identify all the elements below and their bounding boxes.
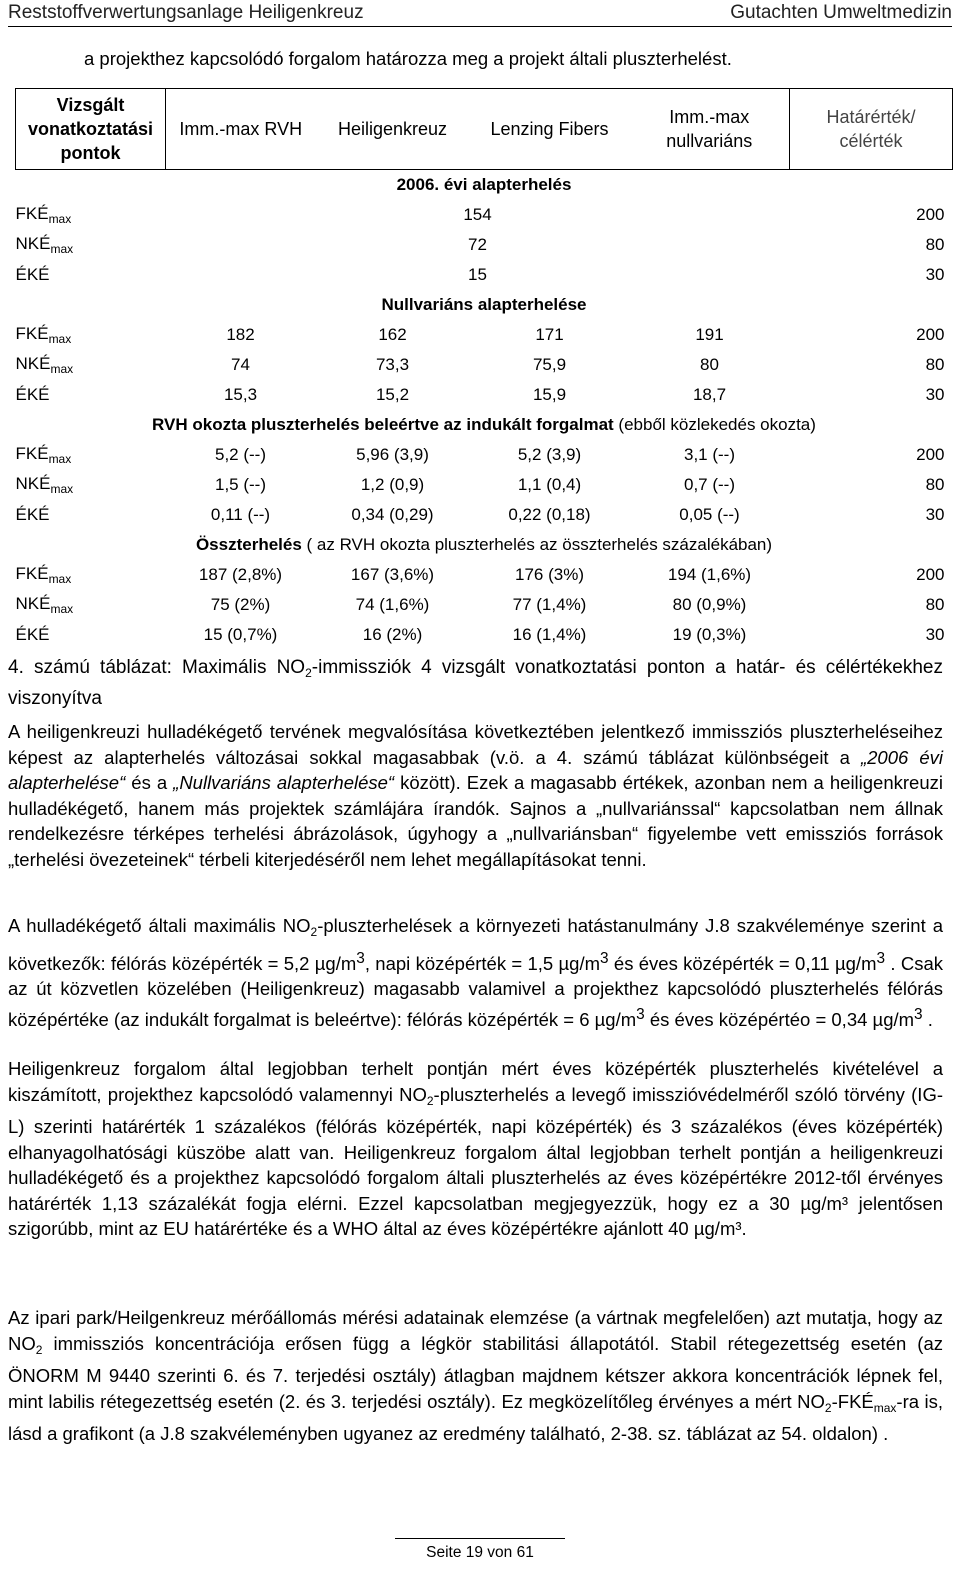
header-left: Reststoffverwertungsanlage Heiligenkreuz [8,2,364,23]
table-row [16,560,953,590]
table-row [16,500,953,530]
cell: 1,1 (0,4) [517,475,582,494]
cell: 5,96 (3,9) [356,445,429,464]
row-label: $NKÉ_{max}$ [15,474,74,496]
table-row [16,350,953,380]
row-label: $NKÉ_{max}$ [15,234,74,256]
cell: 15,2 [375,385,410,404]
row-label: ÉKÉ [15,265,50,284]
row-label: $NKÉ_{max}$ [15,594,74,616]
row-label: $NKÉ_{max}$ [15,354,74,376]
cell: 0,22 (0,18) [508,505,591,524]
paragraph-1: A heiligenkreuzi hulladékégető tervének megvalósítása következtében jelentkező immissziós pluszterheléseihez képest az alapterhelés változásai sokkal magasabbak (v.ö. a 4. számú táblázat különbségeit a „2006 évi alapterhelése“ és a „Nullvariáns alapterhelése“ között). Ezek a magasabb értékek, azonban nem a heiligenkreuzi hulladékégető, hanem más projektek számlájára írandók. Sajnos a „nullvariánssal“ kapcsolatban nem állnak rendelkezésre térképes terhelési ábrázolások, úgyhogy a „nullvariánsban“ figyelembe vett emissziós források „terhelési övezeteinek“ térbeli kiterjedéséről nem lehet megállapításokat tenni. [8,721,943,870]
table-row [16,230,953,260]
header-limit: Határérték/ célérték [790,89,953,170]
cell: 154 [463,205,492,224]
page-number: Seite 19 von 61 [426,1544,534,1561]
limit-cell: 200 [916,205,945,224]
intro-line: a projekthez kapcsolódó forgalom határozza meg a projekt általi pluszterhelést. [84,48,732,69]
cell: 75 (2%) [210,595,271,614]
row-label: $FKÉ_{max}$ [15,204,72,226]
limit-cell: 80 [925,355,945,374]
header-heiligenkreuz: Heiligenkreuz [316,89,470,170]
cell: 171 [535,325,564,344]
row-label: $FKÉ_{max}$ [15,564,72,586]
footer-divider [395,1538,565,1539]
cell: 18,7 [692,385,727,404]
cell: 176 (3%) [515,565,584,584]
section-title: RVH okozta pluszterhelés beleértve az indukált forgalmat (ebből közlekedés okozta) [152,415,816,434]
table-row [16,200,953,230]
cell: 74 [231,355,250,374]
table-header-row [16,89,953,170]
cell: 0,34 (0,29) [351,505,434,524]
row-label: ÉKÉ [15,505,50,524]
cell: 194 (1,6%) [667,565,752,584]
section-title: 2006. évi alapterhelés [396,175,572,194]
cell: 5,2 (--) [215,445,266,464]
table-row [16,320,953,350]
table-row [16,440,953,470]
limit-cell: 200 [916,445,945,464]
header-imm-max-rvh: Imm.-max RVH [166,89,316,170]
cell: 15 (0,7%) [203,625,278,644]
section-row [16,170,953,201]
cell: 0,05 (--) [679,505,740,524]
cell: 75,9 [532,355,567,374]
limit-cell: 30 [925,385,945,404]
header-imm-max-nullvariant: Imm.-max nullvariáns [630,89,790,170]
section-row [16,410,953,440]
limit-cell: 30 [925,505,945,524]
cell: 73,3 [375,355,410,374]
section-title: Nullvariáns alapterhelése [381,295,587,314]
section-title: Összterhelés ( az RVH okozta pluszterhelés az összterhelés százalékában) [195,535,773,554]
table-row [16,470,953,500]
row-label: ÉKÉ [15,385,50,404]
cell: 19 (0,3%) [672,625,747,644]
cell: 0,11 (--) [210,505,271,524]
limit-cell: 30 [925,265,945,284]
cell: 80 (0,9%) [672,595,747,614]
section-row [16,530,953,560]
cell: 1,2 (0,9) [360,475,425,494]
limit-cell: 30 [925,625,945,644]
cell: 74 (1,6%) [355,595,430,614]
cell: 77 (1,4%) [512,595,587,614]
header-right: Gutachten Umweltmedizin [730,2,952,23]
paragraph-2: A hulladékégető általi maximális $NO_2$-pluszterhelések a környezeti hatástanulmány J.8 szakvéleménye szerint a következők: félórás középérték = 5,2 $\mu g/m^3$, napi középérték = 1,5 $\mu g/m^3$ és éves középérték = 0,11 $\mu g/m^3$ . Csak az út közvetlen közelében (Heiligenkreuz) magasabb valamivel a projekthez kapcsolódó pluszterhelés félórás középértéke (az indukált forgalmat is beleértve): félórás középérték = 6 $\mu g/m^3$ és éves középértéo = 0,34 $\mu g/m^3$ . [8,915,943,1030]
table-row [16,380,953,410]
cell: 3,1 (--) [684,445,735,464]
cell: 15 [468,265,487,284]
page-header [8,0,952,27]
row-label: ÉKÉ [15,625,50,644]
cell: 167 (3,6%) [350,565,435,584]
cell: 15,3 [223,385,258,404]
header-points: Vizsgált vonatkoztatási pontok [16,89,166,170]
immission-table [15,88,953,650]
limit-cell: 80 [925,595,945,614]
table-row [16,620,953,650]
cell: 15,9 [532,385,567,404]
limit-cell: 80 [925,235,945,254]
limit-cell: 80 [925,475,945,494]
cell: 187 (2,8%) [198,565,283,584]
cell: 5,2 (3,9) [517,445,582,464]
header-lenzing-fibers: Lenzing Fibers [470,89,630,170]
page-footer [0,1544,960,1562]
table-caption: 4. számú táblázat: Maximális $NO_2$-immissziók 4 vizsgált vonatkoztatási ponton a határ- és célértékekhez viszonyítva [8,657,943,709]
cell: 0,7 (--) [684,475,735,494]
table-row [16,260,953,290]
row-label: $FKÉ_{max}$ [15,324,72,346]
cell: 16 (1,4%) [512,625,587,644]
cell: 191 [695,325,724,344]
cell: 182 [226,325,255,344]
cell: 80 [700,355,719,374]
limit-cell: 200 [916,565,945,584]
section-row [16,290,953,320]
table-row [16,590,953,620]
cell: 16 (2%) [362,625,423,644]
cell: 162 [378,325,407,344]
paragraph-3: Heiligenkreuz forgalom által legjobban terhelt pontján mért éves középérték pluszterhelés kivételével a kiszámított, projekthez kapcsolódó valamennyi $NO_2$-pluszterhelés a levegő imisszióvédelméről szóló törvény (IG-L) szerinti határérték 1 százalékos (félórás középérték, napi középérték) és 3 százalékos (éves középérték) elhanyagolhatósági küszöbe alatt van. Heiligenkreuz forgalom által legjobban terhelt pontján a heiligenkreuzi hulladékégető és a projekthez kapcsolódó forgalom általi pluszterhelés az éves középértékre 2012-től érvényes határérték 1,13 százalékát fogja elérni. Ezzel kapcsolatban megjegyezzük, hogy ez a 30 µg/m³ jelentősen szigorúbb, mint az EU határértéke és a WHO által az éves középértékre ajánlott 40 µg/m³. [8,1058,943,1239]
cell: 1,5 (--) [215,475,266,494]
limit-cell: 200 [916,325,945,344]
paragraph-4: Az ipari park/Heilgenkreuz mérőállomás mérési adatainak elemzése (a vártnak megfelelően) azt mutatja, hogy az $NO_2$ immissziós koncentrációja erősen függ a légkör stabilitási állapotától. Stabil rétegezettség esetén (az ÖNORM M 9440 szerinti 6. és 7. terjedési osztály) átlagban majdnem kétszer akkora koncentrációk lépnek fel, mint labilis rétegezettség esetén (2. és 3. terjedési osztály). Ez megközelítőleg érvényes a mért $NO_2-FKÉ_{max}-ra$ is, lásd a grafikont (a J.8 szakvéleményben ugyanez az eredmény található, 2-38. sz. táblázat az 54. oldalon) . [8,1307,944,1444]
cell: 72 [468,235,487,254]
row-label: $FKÉ_{max}$ [15,444,72,466]
